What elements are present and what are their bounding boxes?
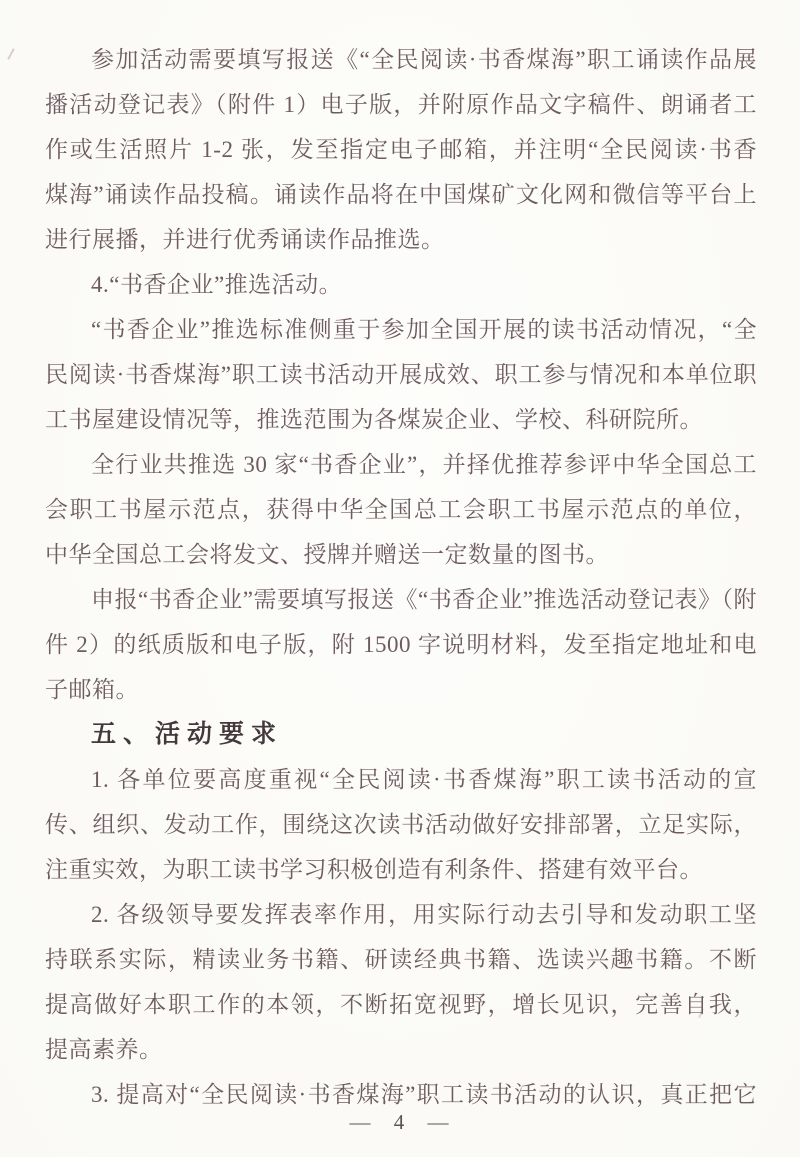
text-line: 2. 各级领导要发挥表率作用，用实际行动去引导和发动职工坚 — [91, 902, 757, 927]
text-line: 会职工书屋示范点，获得中华全国总工会职工书屋示范点的单位， — [45, 497, 757, 522]
text-line: 申报“书香企业”需要填写报送《“书香企业”推选活动登记表》（附 — [91, 587, 757, 612]
text-line: “书香企业”推选标准侧重于参加全国开展的读书活动情况，“全 — [91, 317, 757, 342]
text-line: 播活动登记表》（附件 1）电子版，并附原作品文字稿件、朗诵者工 — [45, 92, 757, 117]
section-heading: 五、活动要求 — [91, 720, 284, 748]
text-line: 4.“书香企业”推选活动。 — [91, 272, 343, 297]
text-line: 工书屋建设情况等，推选范围为各煤炭企业、学校、科研院所。 — [45, 407, 703, 432]
text-line: 持联系实际，精读业务书籍、研读经典书籍、选读兴趣书籍。不断 — [45, 947, 757, 972]
text-line: 3. 提高对“全民阅读·书香煤海”职工读书活动的认识，真正把它 — [91, 1082, 757, 1107]
text-line: 提高素养。 — [45, 1037, 163, 1062]
text-line: 煤海”诵读作品投稿。诵读作品将在中国煤矿文化网和微信等平台上 — [45, 182, 757, 207]
text-line: 全行业共推选 30 家“书香企业”，并择优推荐参评中华全国总工 — [91, 452, 757, 477]
text-line: 1. 各单位要高度重视“全民阅读·书香煤海”职工读书活动的宣 — [91, 767, 757, 792]
text-line: 传、组织、发动工作，围绕这次读书活动做好安排部署，立足实际， — [45, 812, 757, 837]
text-line: 作或生活照片 1-2 张，发至指定电子邮箱，并注明“全民阅读·书香 — [45, 137, 757, 162]
text-line: 注重实效，为职工读书学习积极创造有利条件、搭建有效平台。 — [45, 857, 703, 882]
text-line: 提高做好本职工作的本领，不断拓宽视野，增长见识，完善自我， — [45, 992, 757, 1017]
text-line: 子邮箱。 — [45, 677, 139, 702]
text-line: 件 2）的纸质版和电子版，附 1500 字说明材料，发至指定地址和电 — [45, 632, 757, 657]
text-line: 参加活动需要填写报送《“全民阅读·书香煤海”职工诵读作品展 — [91, 47, 757, 72]
text-line: 中华全国总工会将发文、授牌并赠送一定数量的图书。 — [45, 542, 609, 567]
text-line: 进行展播，并进行优秀诵读作品推选。 — [45, 227, 445, 252]
scan-speck — [7, 48, 14, 60]
page-number: — 4 — — [349, 1110, 451, 1134]
text-block — [45, 37, 757, 1117]
text-line: 民阅读·书香煤海”职工读书活动开展成效、职工参与情况和本单位职 — [45, 362, 757, 387]
